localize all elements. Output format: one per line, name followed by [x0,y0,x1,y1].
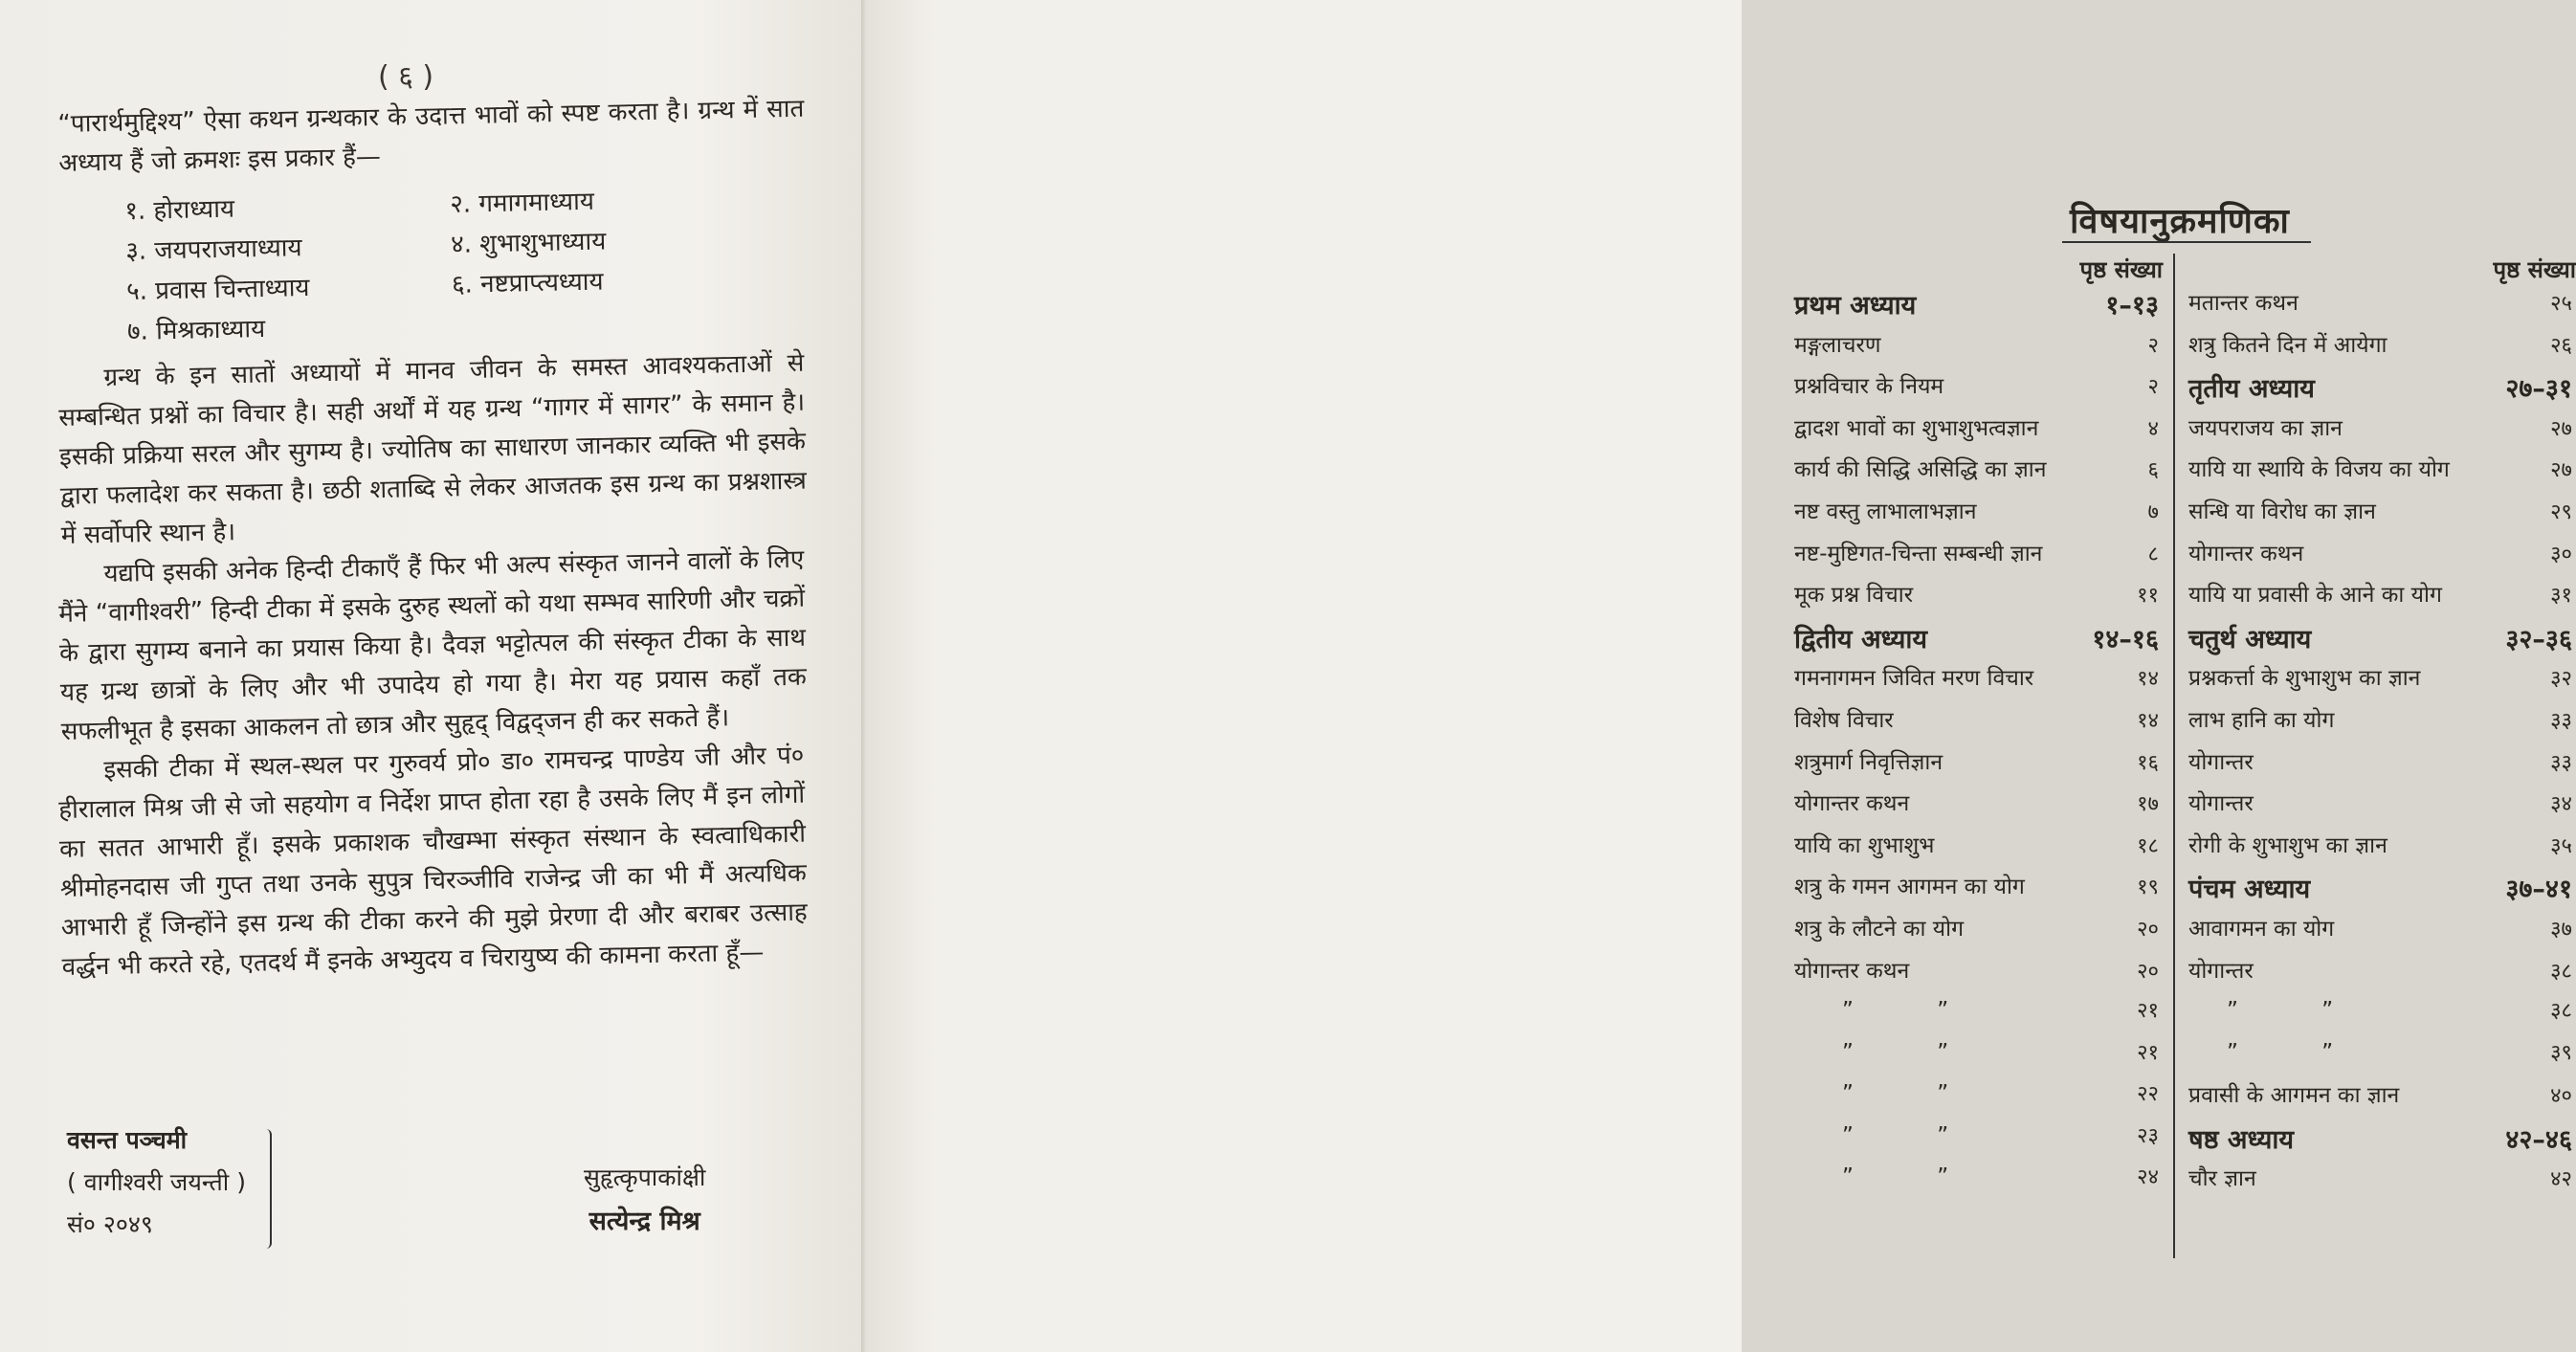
toc-row [2188,411,2576,454]
signature-block [48,1119,813,1263]
toc-entry-title: योगान्तर [2188,791,2254,817]
toc-entry-page: ३२ [2550,667,2572,692]
toc-entry-title: योगान्तर [2188,749,2254,775]
title-underline [2062,241,2311,243]
toc-entry-title: लाभ हानि का योग [2188,707,2335,733]
chapter-list [124,179,807,350]
toc-row [2188,703,2576,745]
closing-text: सुहृत्कृपाकांक्षी [584,1164,706,1191]
column-header: पृष्ठ संख्या [2079,256,2163,283]
author-name: सत्येन्द्र मिश्र [588,1207,700,1236]
toc-entry-title: चौर ज्ञान [2188,1166,2256,1192]
toc-row [2188,328,2576,370]
toc-row [1794,369,2163,411]
toc-entry-page: ३८ [2550,999,2572,1024]
toc-entry-page: ३५ [2550,833,2572,858]
toc-row [1794,1037,2163,1079]
toc-row [1794,912,2163,954]
toc-entry-page: २७ [2550,458,2572,483]
toc-row [1794,578,2163,620]
toc-row [1794,870,2163,912]
body-paragraph: इसकी टीका में स्थल-स्थल पर गुरुवर्य प्रो० डा० रामचन्द्र पाण्डेय जी और पं० हीरालाल मिश्र जी से जो सहयोग व निर्देश प्राप्त होता रहा है उसके लिए मैं इन लोगों का सतत आभारी हूँ। इसके प्रकाशक चौखम्भा संस्कृत संस्थान के स्वत्वाधिकारी श्रीमोहनदास जी गुप्त तथा उनके सुपुत्र चिरञ्जीवि राजेन्द्र जी का भी मैं अत्यधिक आभारी हूँ जिन्होंने इस ग्रन्थ की टीका करने की मुझे प्रेरणा दी और बराबर उत्साह वर्द्धन भी करते रहे, एतदर्थ मैं इनके अभ्युदय व चिरायुष्य की कामना करता हूँ— [57,741,808,982]
toc-entry-title: नष्ट वस्तु लाभालाभज्ञान [1794,499,1977,524]
toc-entry-title: विशेष विचार [1794,707,1894,733]
toc-entry-page: ३८ [2550,959,2572,984]
toc-chapter-row [2188,870,2576,912]
chapter-item: ४. शुभाशुभाध्याय [450,227,607,259]
toc-entry-title: कार्य की सिद्धि असिद्धि का ज्ञान [1794,457,2047,483]
toc-title: विषयानुक्रमणिका [2070,202,2290,241]
toc-entry-title: षष्ठ अध्याय [2188,1124,2295,1155]
toc-entry-title: द्वादश भावों का शुभाशुभत्वज्ञान [1794,415,2039,441]
toc-entry-page: २ [2147,375,2159,400]
toc-entry-title: ” ” [2227,1039,2372,1065]
toc-entry-title: ” ” [1842,998,1988,1024]
toc-entry-title: ” ” [2227,998,2372,1024]
toc-entry-title: रोगी के शुभाशुभ का ज्ञान [2188,832,2387,858]
toc-entry-title: ” ” [1842,1164,1988,1190]
toc-row [1794,829,2163,871]
toc-entry-title: प्रवासी के आगमन का ज्ञान [2188,1083,2400,1109]
toc-entry-page: ३० [2550,542,2572,566]
toc-entry-page: ४० [2550,1084,2572,1109]
toc-entry-title: मङ्गलाचरण [1794,332,1881,358]
toc-row [2188,829,2576,871]
toc-row [1794,1162,2163,1204]
toc-entry-page: ११ [2137,584,2159,609]
toc-entry-title: शत्रु कितने दिन में आयेगा [2188,332,2387,358]
toc-chapter-row [1794,286,2163,328]
toc-entry-title: ” ” [1842,1039,1988,1065]
toc-entry-title: नष्ट-मुष्टिगत-चिन्ता सम्बन्धी ज्ञान [1794,541,2043,566]
chapter-item: ५. प्रवास चिन्ताध्याय [125,273,310,306]
toc-entry-page: २४ [2137,1165,2159,1190]
toc-entry-page: २७–३१ [2505,374,2572,405]
toc-entry-title: मूक प्रश्न विचार [1794,583,1914,609]
toc-row [1794,954,2163,996]
toc-entry-title: योगान्तर कथन [1794,791,1910,817]
toc-entry-page: ३७ [2550,917,2572,942]
toc-entry-page: १८ [2137,833,2159,858]
page-number: ( ६ ) [378,60,434,94]
right-page [866,0,2576,1352]
toc-entry-title: जयपराजय का ज्ञान [2188,415,2343,441]
toc-entry-page: ३२–३६ [2505,624,2572,654]
toc-row [2188,787,2576,829]
toc-entry-title: तृतीय अध्याय [2188,374,2315,405]
toc-entry-title: यायि या प्रवासी के आने का योग [2188,583,2442,609]
date-line: ( वागीश्वरी जयन्ती ) [67,1168,246,1196]
chapter-item: ६. नष्टप्राप्त्यध्याय [451,267,604,299]
toc-entry-title: प्रथम अध्याय [1794,291,1917,321]
toc-entry-page: २७ [2550,416,2572,441]
toc-entry-title: गमनागमन जिवित मरण विचार [1794,666,2034,692]
toc-list [1794,286,2163,1204]
toc-row [2188,661,2576,703]
toc-entry-title: पंचम अध्याय [2188,875,2311,905]
toc-entry-page: ३३ [2550,708,2572,733]
toc-list [2188,286,2576,1204]
column-header: पृष्ठ संख्या [2493,256,2576,283]
toc-row [2188,954,2576,996]
toc-entry-page: १४–१६ [2092,624,2159,654]
toc-entry-title: मतान्तर कथन [2188,291,2298,316]
toc-row [2188,745,2576,787]
toc-entry-page: ३१ [2550,584,2572,609]
toc-row [2188,286,2576,328]
toc-chapter-row [2188,620,2576,662]
toc-entry-page: ६ [2147,458,2159,483]
toc-chapter-row [2188,369,2576,411]
toc-entry-page: ३७–४१ [2505,875,2572,905]
toc-entry-page: २५ [2550,292,2572,316]
toc-chapter-row [2188,1120,2576,1163]
chapter-item: ३. जयपराजयाध्याय [124,233,302,266]
toc-entry-title: योगान्तर [2188,958,2254,984]
toc-row [1794,995,2163,1037]
toc-row [2188,1078,2576,1120]
toc-entry-page: १४ [2137,708,2159,733]
date-block [67,1119,246,1246]
toc-entry-page: २२ [2137,1082,2159,1107]
toc-entry-page: ४२–४६ [2505,1124,2572,1155]
left-page [0,0,866,1352]
toc-entry-title: आवागमन का योग [2188,916,2335,942]
toc-entry-title: चतुर्थ अध्याय [2188,624,2312,654]
toc-entry-page: २० [2137,959,2159,984]
toc-row [1794,1078,2163,1120]
toc-entry-page: २ [2147,333,2159,358]
toc-row [1794,1120,2163,1163]
toc-entry-title: ” ” [1842,1081,1988,1107]
toc-row [2188,578,2576,620]
toc-row [1794,537,2163,579]
toc-column-right [2188,254,2576,1204]
toc-entry-page: २० [2137,917,2159,942]
toc-chapter-row [1794,620,2163,662]
body-paragraph: यद्यपि इसकी अनेक हिन्दी टीकाएँ हैं फिर भी अल्प संस्कृत जानने वालों के लिए मैंने “वागीश्वरी” हिन्दी टीका में इसके दुरुह स्थलों को यथा सम्भव सारिणी और चक्रों के द्वारा सुगम्य बनाने का प्रयास किया है। दैवज्ञ भट्टोत्पल की संस्कृत टीका के साथ यह ग्रन्थ छात्रों के लिए और भी उपादेय हो गया है। मेरा यह प्रयास कहाँ तक सफलीभूत है इसका आकलन तो छात्र और सुहृद् विद्वद्जन ही कर सकते हैं। [57,544,808,746]
toc-entry-title: प्रश्नविचार के नियम [1794,374,1944,400]
toc-entry-page: १४ [2137,667,2159,692]
date-line: सं० २०४९ [67,1210,153,1238]
chapter-item: २. गमागमाध्याय [450,187,595,219]
toc-entry-page: १–१३ [2105,291,2159,321]
toc-entry-page: २३ [2137,1123,2159,1148]
toc-entry-title: शत्रुमार्ग निवृत्तिज्ञान [1794,749,1943,775]
toc-entry-title: योगान्तर कथन [2188,541,2304,566]
toc-row [1794,661,2163,703]
toc-entry-title: शत्रु के गमन आगमन का योग [1794,875,2025,900]
toc-entry-title: योगान्तर कथन [1794,958,1910,984]
toc-row [2188,912,2576,954]
toc-entry-title: ” ” [1842,1122,1988,1148]
toc-row [2188,537,2576,579]
toc-row [1794,453,2163,495]
toc-entry-page: ३९ [2550,1040,2572,1065]
intro-paragraph: “पारार्थमुद्दिश्य” ऐसा कथन ग्रन्थकार के उदात्त भावों को स्पष्ट करता है। ग्रन्थ में सात अध्याय हैं जो क्रमशः इस प्रकार हैं— [57,94,805,178]
toc-entry-page: ३३ [2550,750,2572,775]
toc-entry-page: ७ [2147,499,2159,524]
toc-entry-page: २६ [2550,333,2572,358]
toc-entry-page: ४२ [2550,1167,2572,1192]
toc-entry-page: २९ [2550,499,2572,524]
bracket-divider [260,1129,272,1249]
toc-entry-title: शत्रु के लौटने का योग [1794,916,1965,942]
body-paragraph: ग्रन्थ के इन सातों अध्यायों में मानव जीवन के समस्त आवश्यकताओं से सम्बन्धित प्रश्नों का विचार है। सही अर्थों में यह ग्रन्थ “गागर में सागर” के समान है। इसकी प्रक्रिया सरल और सुगम्य है। ज्योतिष का साधारण जानकार व्यक्ति भी इसके द्वारा फलादेश कर सकता है। छठी शताब्दि से लेकर आजतक इस ग्रन्थ का प्रश्नशास्त्र में सर्वोपरि स्थान है। [57,348,808,550]
toc-column-left [1794,254,2163,1204]
toc-row [1794,787,2163,829]
toc-entry-page: ३४ [2550,792,2572,817]
toc-row [2188,453,2576,495]
toc-entry-page: ८ [2147,542,2159,566]
author-block [584,1156,705,1244]
toc-entry-page: १७ [2137,792,2159,817]
toc-entry-page: १६ [2137,750,2159,775]
chapter-item: १. होराध्याय [124,194,235,226]
column-divider [2173,254,2175,1258]
toc-entry-title: यायि या स्थायि के विजय का योग [2188,457,2450,483]
toc-entry-page: ४ [2147,416,2159,441]
toc-row [1794,745,2163,787]
preface-text [57,94,808,987]
toc-entry-page: २१ [2137,999,2159,1024]
toc-row [2188,495,2576,537]
toc-entry-title: द्वितीय अध्याय [1794,624,1928,654]
toc-entry-title: यायि का शुभाशुभ [1794,832,1935,858]
chapter-item: ७. मिश्रकाध्याय [126,314,266,346]
toc-entry-page: २१ [2137,1040,2159,1065]
toc-entry-title: सन्धि या विरोध का ज्ञान [2188,499,2376,524]
date-line: वसन्त पञ्चमी [67,1126,188,1154]
toc-row [1794,411,2163,454]
toc-row [1794,495,2163,537]
toc-row [1794,703,2163,745]
toc-entry-page: १९ [2137,875,2159,900]
toc-entry-title: प्रश्नकर्त्ता के शुभाशुभ का ज्ञान [2188,666,2421,692]
toc-row [2188,1037,2576,1079]
toc-row [1794,328,2163,370]
toc-row [2188,995,2576,1037]
toc-row [2188,1162,2576,1204]
